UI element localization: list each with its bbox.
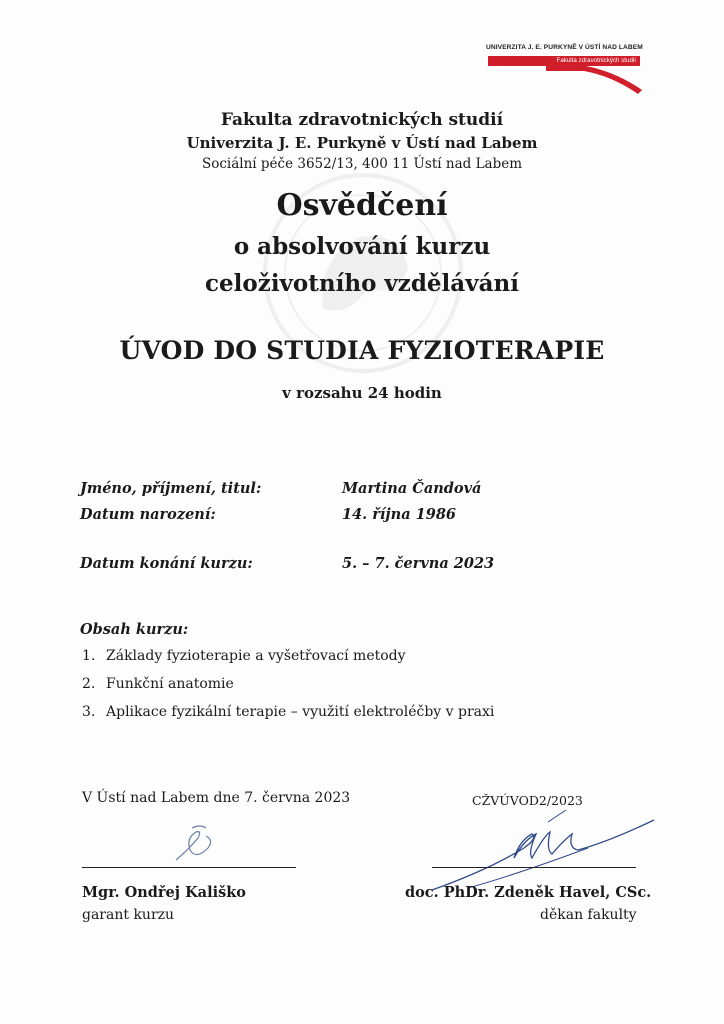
name-label: Jméno, příjmení, titul:	[80, 480, 262, 497]
left-signatory-name: Mgr. Ondřej Kališko	[82, 884, 246, 901]
list-item-text: Aplikace fyzikální terapie – využití elektroléčby v praxi	[106, 704, 495, 720]
logo-university-name: UNIVERZITA J. E. PURKYNĚ V ÚSTÍ NAD LABEM	[486, 44, 643, 51]
list-item-number: 2.	[82, 676, 96, 692]
left-signature-line	[82, 867, 296, 868]
address-line: Sociální péče 3652/13, 400 11 Ústí nad Labem	[201, 156, 523, 172]
birthdate-label: Datum narození:	[80, 506, 216, 523]
logo-faculty-name: Fakulta zdravotnických studií	[556, 57, 636, 64]
faculty-heading: Fakulta zdravotnických studií	[220, 110, 504, 130]
course-date-label: Datum konání kurzu:	[80, 555, 253, 572]
course-name: ÚVOD DO STUDIA FYZIOTERAPIE	[119, 336, 605, 365]
left-signature-image	[162, 820, 232, 870]
list-item-text: Základy fyzioterapie a vyšetřovací metody	[106, 648, 406, 664]
reference-number: CŽVÚVOD2/2023	[472, 793, 583, 808]
course-hours: v rozsahu 24 hodin	[282, 384, 442, 402]
university-logo	[486, 44, 643, 94]
left-signatory-role: garant kurzu	[82, 907, 175, 923]
university-heading: Univerzita J. E. Purkyně v Ústí nad Labem	[186, 134, 538, 152]
right-signature-line	[432, 867, 636, 868]
logo-red-bar	[488, 56, 640, 66]
content-heading: Obsah kurzu:	[80, 621, 189, 638]
list-item-number: 1.	[82, 648, 96, 664]
certificate-subtitle-2: celoživotního vzdělávání	[205, 270, 519, 297]
certificate-title: Osvědčení	[276, 188, 448, 223]
name-value: Martina Čandová	[342, 480, 482, 497]
place-date: V Ústí nad Labem dne 7. června 2023	[82, 790, 351, 806]
right-signatory-name: doc. PhDr. Zdeněk Havel, CSc.	[405, 884, 652, 901]
list-item-text: Funkční anatomie	[106, 676, 234, 692]
course-date-value: 5. – 7. června 2023	[342, 555, 495, 572]
right-signatory-role: děkan fakulty	[540, 907, 637, 923]
certificate-subtitle-1: o absolvování kurzu	[233, 233, 491, 260]
birthdate-value: 14. října 1986	[342, 506, 457, 523]
logo-swoosh-icon	[546, 66, 646, 96]
list-item-number: 3.	[82, 704, 96, 720]
